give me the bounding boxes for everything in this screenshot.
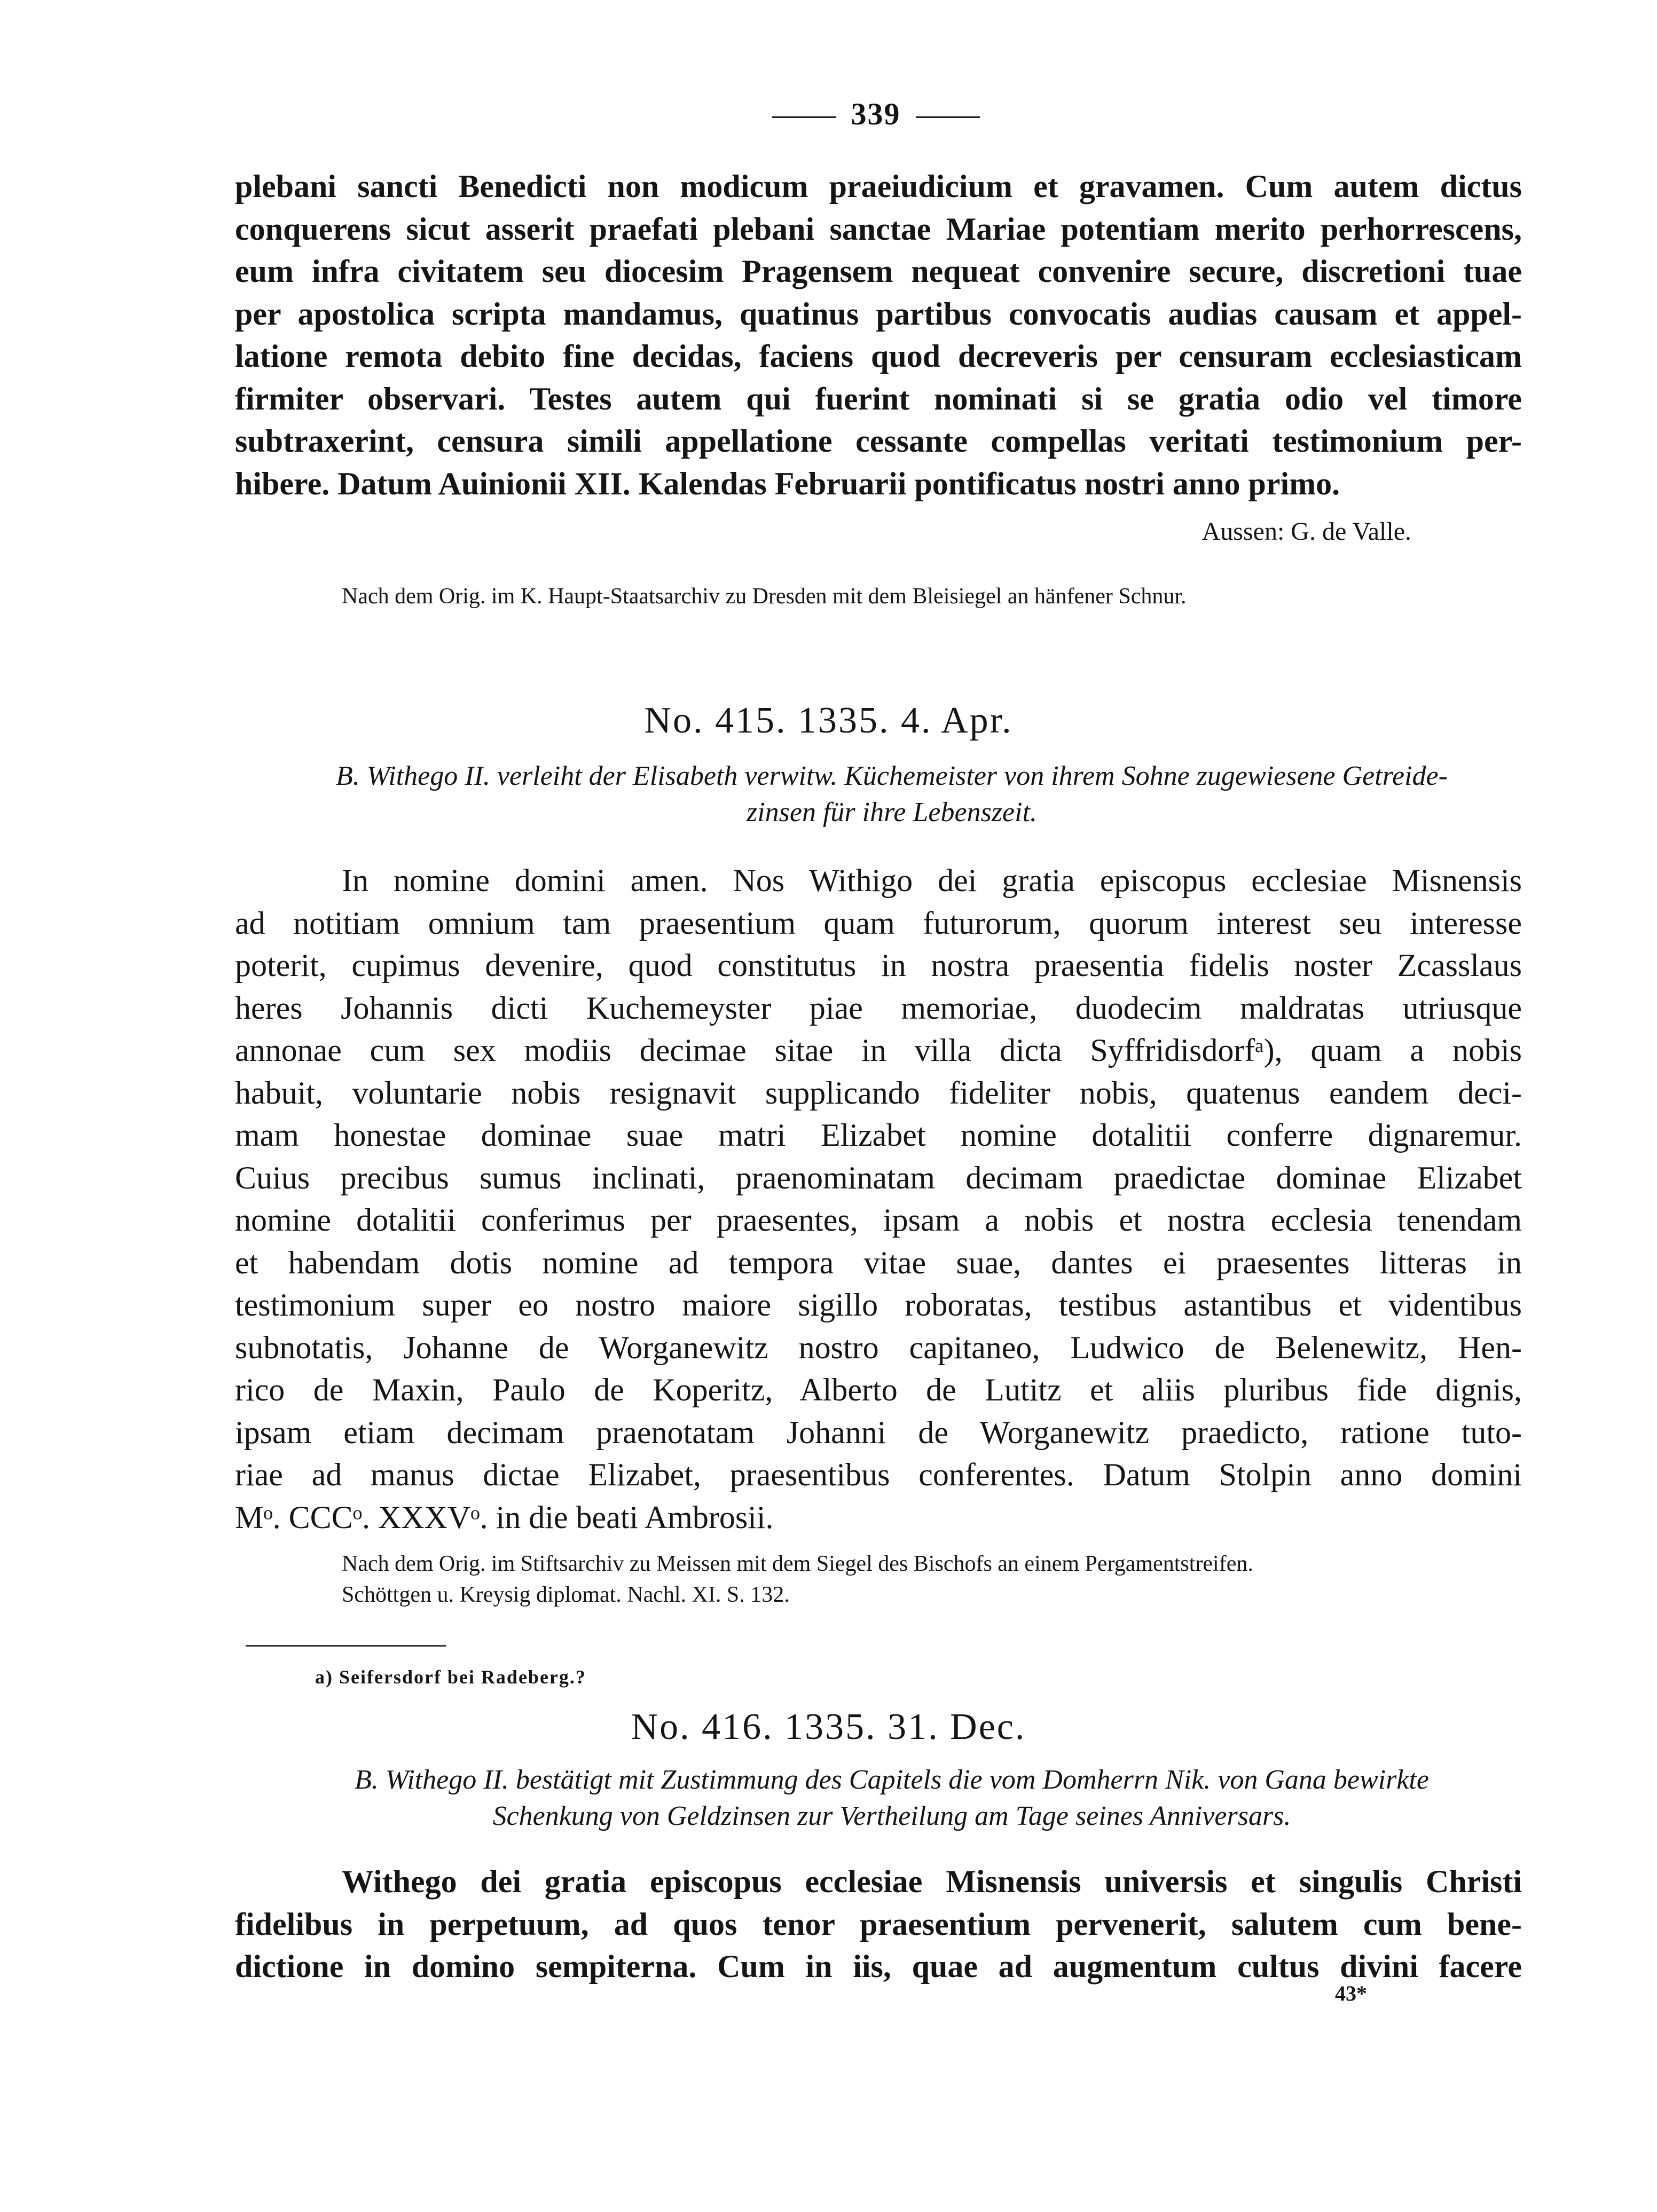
source-note-previous: Nach dem Orig. im K. Haupt-Staatsarchiv zu Dresden mit dem Bleisiegel an hänfener Schnur. xyxy=(342,584,1187,609)
text-line: annonae cum sex modiis decimae sitae in villa dicta Syffridisdorfᵃ), quam a nobis xyxy=(235,1033,1522,1068)
text-line: dictione in domino sempiterna. Cum in iis, quae ad augmentum cultus divini facere xyxy=(235,1949,1522,1984)
text-line: heres Johannis dicti Kuchemeyster piae memoriae, duodecim maldratas utriusque xyxy=(235,990,1522,1026)
footnote-a: a) Seifersdorf bei Radeberg.? xyxy=(315,1666,586,1688)
previous-document-text xyxy=(235,166,1522,505)
text-line: ad notitiam omnium tam praesentium quam futurorum, quorum interest seu interesse xyxy=(235,905,1522,941)
text-line: eum infra civitatem seu diocesim Pragensem nequeat convenire secure, discretioni tuae xyxy=(235,254,1522,289)
regest-line: zinsen für ihre Lebenszeit. xyxy=(746,797,1038,828)
text-line: firmiter observari. Testes autem qui fuerint nominati si se gratia odio vel timore xyxy=(235,381,1522,416)
text-line: conquerens sicut asserit praefati plebani sanctae Mariae potentiam merito perhorrescens, xyxy=(235,211,1522,247)
source-note-415 xyxy=(342,1548,1253,1610)
source-line: Schöttgen u. Kreysig diplomat. Nachl. XI. S. 132. xyxy=(342,1583,790,1607)
document-text-416 xyxy=(235,1861,1522,1988)
text-line: plebani sancti Benedicti non modicum praeiudicium et gravamen. Cum autem dictus xyxy=(235,169,1522,204)
regest-415 xyxy=(240,758,1543,831)
text-line: poterit, cupimus devenire, quod constitutus in nostra praesentia fidelis noster Zcasslaus xyxy=(235,948,1522,983)
text-line: Withego dei gratia episcopus ecclesiae Misnensis universis et singulis Christi xyxy=(342,1864,1522,1899)
text-line: hibere. Datum Auinionii XII. Kalendas Februarii pontificatus nostri anno primo. xyxy=(235,466,1340,501)
text-line: Mᵒ. CCCᵒ. XXXVᵒ. in die beati Ambrosii. xyxy=(235,1499,774,1535)
source-line: Nach dem Orig. im Stiftsarchiv zu Meissen mit dem Siegel des Bischofs an einem Pergamentstreifen. xyxy=(342,1552,1253,1576)
regest-416 xyxy=(240,1762,1543,1835)
regest-line: B. Withego II. verleiht der Elisabeth verwitw. Küchemeister von ihrem Sohne zugewiesene Getreide- xyxy=(336,761,1448,791)
document-text-415 xyxy=(235,860,1522,1539)
text-line: ipsam etiam decimam praenotatam Johanni de Worganewitz praedicto, ratione tuto- xyxy=(235,1414,1522,1450)
aussen-note: Aussen: G. de Valle. xyxy=(1201,517,1411,546)
footnote-rule xyxy=(246,1645,446,1647)
text-line: mam honestae dominae suae matri Elizabet nomine dotalitii conferre dignaremur. xyxy=(235,1117,1522,1153)
text-line: In nomine domini amen. Nos Withigo dei gratia episcopus ecclesiae Misnensis xyxy=(342,863,1522,898)
text-line: subtraxerint, censura simili appellatione cessante compellas veritati testimonium per- xyxy=(235,423,1522,459)
text-line: Cuius precibus sumus inclinati, praenominatam decimam praedictae dominae Elizabet xyxy=(235,1160,1522,1195)
text-line: per apostolica scripta mandamus, quatinus partibus convocatis audias causam et appel- xyxy=(235,296,1522,332)
document-heading-415: No. 415. 1335. 4. Apr. xyxy=(644,700,1013,741)
text-line: habuit, voluntarie nobis resignavit supplicando fideliter nobis, quatenus eandem deci- xyxy=(235,1075,1522,1111)
text-line: testimonium super eo nostro maiore sigillo roboratas, testibus astantibus et videntibus xyxy=(235,1287,1522,1323)
document-heading-416: No. 416. 1335. 31. Dec. xyxy=(631,1706,1026,1747)
text-line: latione remota debito fine decidas, faciens quod decreveris per censuram ecclesiasticam xyxy=(235,339,1522,374)
text-line: rico de Maxin, Paulo de Koperitz, Alberto de Lutitz et aliis pluribus fide dignis, xyxy=(235,1372,1522,1407)
text-line: riae ad manus dictae Elizabet, praesentibus conferentes. Datum Stolpin anno domini xyxy=(235,1457,1522,1492)
signature-mark: 43* xyxy=(1335,1981,1367,2005)
page-number-rule-left xyxy=(772,116,836,118)
regest-line: Schenkung von Geldzinsen zur Vertheilung am Tage seines Anniversars. xyxy=(492,1801,1291,1831)
page-number-rule-right xyxy=(916,116,980,118)
text-line: nomine dotalitii conferimus per praesentes, ipsam a nobis et nostra ecclesia tenendam xyxy=(235,1202,1522,1238)
text-line: subnotatis, Johanne de Worganewitz nostro capitaneo, Ludwico de Belenewitz, Hen- xyxy=(235,1329,1522,1365)
text-line: fidelibus in perpetuum, ad quos tenor praesentium pervenerit, salutem cum bene- xyxy=(235,1906,1522,1942)
regest-line: B. Withego II. bestätigt mit Zustimmung des Capitels die vom Domherrn Nik. von Gana bewirkte xyxy=(355,1765,1429,1795)
text-line: et habendam dotis nomine ad tempora vitae suae, dantes ei praesentes litteras in xyxy=(235,1245,1522,1280)
page-number: 339 xyxy=(737,96,1015,132)
